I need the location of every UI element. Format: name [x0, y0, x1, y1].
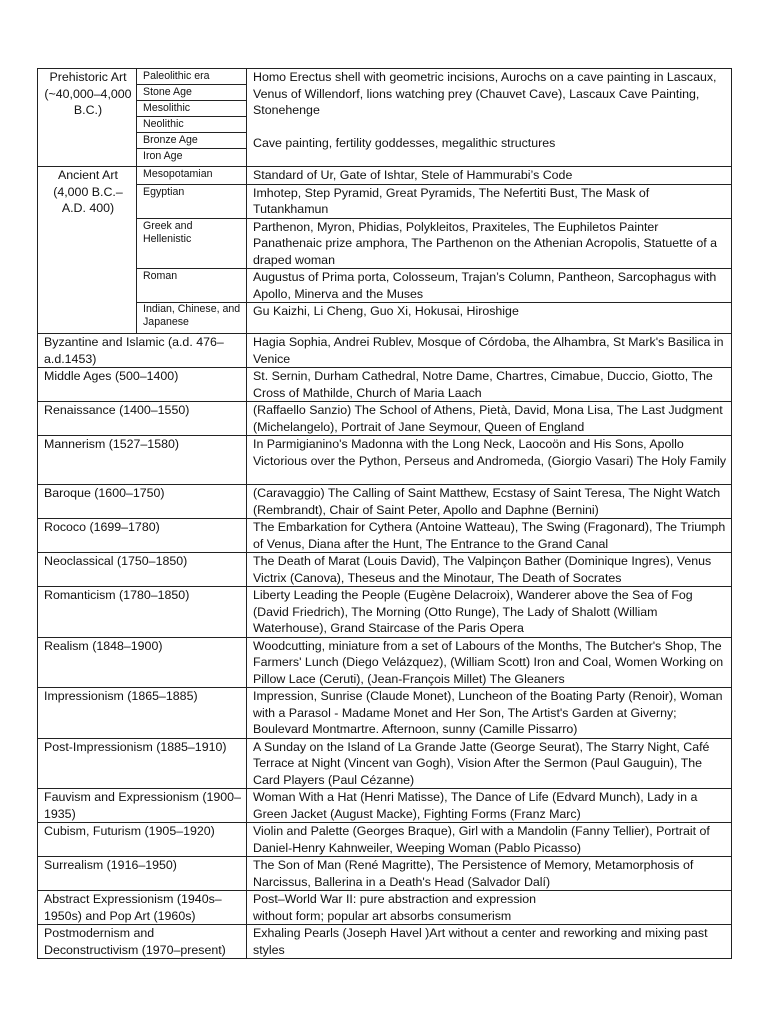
subperiod-label: Neolithic — [137, 117, 247, 133]
table-row — [38, 184, 732, 218]
works-text: In Parmigianino's Madonna with the Long Neck, Laocoön and His Sons, Apollo Victorious over the Python, Perseus and Andromeda, (Giorgio Vasari) The Holy Family — [247, 436, 732, 485]
table-row — [38, 269, 732, 303]
table-row — [38, 303, 732, 334]
table-row — [38, 402, 732, 436]
period-label: Fauvism and Expressionism (1900–1935) — [38, 789, 247, 823]
period-label-ancient: Ancient Art (4,000 B.C.–A.D. 400) — [38, 167, 137, 334]
table-row — [38, 553, 732, 587]
period-label: Mannerism (1527–1580) — [38, 436, 247, 485]
works-text: Augustus of Prima porta, Colosseum, Trajan’s Column, Pantheon, Sarcophagus with Apollo, Minerva and the Muses — [247, 269, 732, 303]
subperiod-label: Paleolithic era — [137, 69, 247, 85]
table-row — [38, 485, 732, 519]
works-text: Standard of Ur, Gate of Ishtar, Stele of Hammurabi’s Code — [247, 167, 732, 185]
table-row — [38, 519, 732, 553]
works-text: St. Sernin, Durham Cathedral, Notre Dame, Chartres, Cimabue, Duccio, Giotto, The Cross of Mathilde, Church of Maria Laach — [247, 368, 732, 402]
table-row — [38, 368, 732, 402]
table-row — [38, 436, 732, 485]
works-text: The Embarkation for Cythera (Antoine Watteau), The Swing (Fragonard), The Triumph of Venus, Diana after the Hunt, The Entrance to the Grand Canal — [247, 519, 732, 553]
period-label: Surrealism (1916–1950) — [38, 857, 247, 891]
subperiod-label: Roman — [137, 269, 247, 303]
table-row — [38, 587, 732, 638]
table-row — [38, 688, 732, 739]
subperiod-label: Greek and Hellenistic — [137, 218, 247, 269]
period-label: Postmodernism and Deconstructivism (1970–present) — [38, 925, 247, 959]
period-label: Impressionism (1865–1885) — [38, 688, 247, 739]
table-row — [38, 823, 732, 857]
works-text: Homo Erectus shell with geometric incisions, Aurochs on a cave painting in Lascaux, Venus of Willendorf, lions watching prey (Chauvet Cave), Lascaux Cave Painting, Stonehenge — [253, 70, 717, 117]
works-text: Gu Kaizhi, Li Cheng, Guo Xi, Hokusai, Hiroshige — [247, 303, 732, 334]
table-row — [38, 738, 732, 789]
period-label: Romanticism (1780–1850) — [38, 587, 247, 638]
table-row — [38, 218, 732, 269]
works-text: Hagia Sophia, Andrei Rublev, Mosque of Córdoba, the Alhambra, St Mark's Basilica in Venice — [247, 334, 732, 368]
period-label: Neoclassical (1750–1850) — [38, 553, 247, 587]
subperiod-label: Stone Age — [137, 85, 247, 101]
table-row — [38, 637, 732, 688]
subperiod-label: Bronze Age — [137, 133, 247, 149]
works-text: Post–World War II: pure abstraction and expression — [253, 892, 537, 906]
period-label: Abstract Expressionism (1940s–1950s) and Pop Art (1960s) — [38, 891, 247, 925]
period-label-prehistoric: Prehistoric Art (~40,000–4,000 B.C.) — [38, 69, 137, 167]
works-text: Woman With a Hat (Henri Matisse), The Dance of Life (Edvard Munch), Lady in a Green Jacket (August Macke), Fighting Forms (Franz Marc) — [247, 789, 732, 823]
subperiod-label: Mesopotamian — [137, 167, 247, 185]
works-text: Imhotep, Step Pyramid, Great Pyramids, The Nefertiti Bust, The Mask of Tutankhamun — [247, 184, 732, 218]
period-label: Middle Ages (500–1400) — [38, 368, 247, 402]
art-history-table — [37, 68, 732, 959]
subperiod-label: Indian, Chinese, and Japanese — [137, 303, 247, 334]
subperiod-label: Iron Age — [137, 149, 247, 167]
works-text: (Raffaello Sanzio) The School of Athens, Pietà, David, Mona Lisa, The Last Judgment (Michelangelo), Portrait of Jane Seymour, Queen of England — [247, 402, 732, 436]
table-row — [38, 925, 732, 959]
works-text: without form; popular art absorbs consumerism — [253, 908, 512, 923]
works-text: Cave painting, fertility goddesses, megalithic structures — [253, 135, 556, 150]
works-text: Impression, Sunrise (Claude Monet), Luncheon of the Boating Party (Renoir), Woman with a Parasol - Madame Monet and Her Son, The Artist's Garden at Giverny; Boulevard Montmartre. Afternoon, sunny (Camille Pissarro) — [247, 688, 732, 739]
period-label: Renaissance (1400–1550) — [38, 402, 247, 436]
table-row — [38, 69, 732, 85]
works-text: The Death of Marat (Louis David), The Valpinçon Bather (Dominique Ingres), Venus Victrix (Canova), Theseus and the Minotaur, The Death of Socrates — [247, 553, 732, 587]
table-row — [38, 334, 732, 368]
table-row — [38, 857, 732, 891]
works-cell — [247, 891, 732, 925]
subperiod-label: Egyptian — [137, 184, 247, 218]
works-text: Violin and Palette (Georges Braque), Girl with a Mandolin (Fanny Tellier), Portrait of Daniel-Henry Kahnweiler, Weeping Woman (Pablo Picasso) — [247, 823, 732, 857]
works-text: Parthenon, Myron, Phidias, Polykleitos, Praxiteles, The Euphiletos Painter Panathenaic prize amphora, The Parthenon on the Athenian Acropolis, Statuette of a draped woman — [247, 218, 732, 269]
table-row — [38, 789, 732, 823]
works-text: Exhaling Pearls (Joseph Havel )Art without a center and reworking and mixing past styles — [247, 925, 732, 959]
period-label: Cubism, Futurism (1905–1920) — [38, 823, 247, 857]
table-row — [38, 167, 732, 185]
works-text: The Son of Man (René Magritte), The Persistence of Memory, Metamorphosis of Narcissus, Ballerina in a Death's Head (Salvador Dalí) — [247, 857, 732, 891]
period-label: Byzantine and Islamic (a.d. 476–a.d.1453) — [38, 334, 247, 368]
works-text: A Sunday on the Island of La Grande Jatte (George Seurat), The Starry Night, Café Terrace at Night (Vincent van Gogh), Vision After the Sermon (Paul Gauguin), The Card Players (Paul Cézanne) — [247, 738, 732, 789]
period-label: Post-Impressionism (1885–1910) — [38, 738, 247, 789]
works-cell-prehistoric — [247, 69, 732, 167]
works-text: Liberty Leading the People (Eugène Delacroix), Wanderer above the Sea of Fog (David Friedrich), The Morning (Otto Runge), The Lady of Shalott (William Waterhouse), Grand Staircase of the Paris Opera — [247, 587, 732, 638]
table-row — [38, 891, 732, 925]
subperiod-label: Mesolithic — [137, 101, 247, 117]
period-label: Rococo (1699–1780) — [38, 519, 247, 553]
period-label: Baroque (1600–1750) — [38, 485, 247, 519]
period-label: Realism (1848–1900) — [38, 637, 247, 688]
works-text: (Caravaggio) The Calling of Saint Matthew, Ecstasy of Saint Teresa, The Night Watch (Rembrandt), Chair of Saint Peter, Apollo and Daphne (Bernini) — [247, 485, 732, 519]
works-text: Woodcutting, miniature from a set of Labours of the Months, The Butcher's Shop, The Farmers' Lunch (Diego Velázquez), (William Scott) Iron and Coal, Women Working on Pillow Lace (Ceruti), (Jean-François Millet) The Gleaners — [247, 637, 732, 688]
